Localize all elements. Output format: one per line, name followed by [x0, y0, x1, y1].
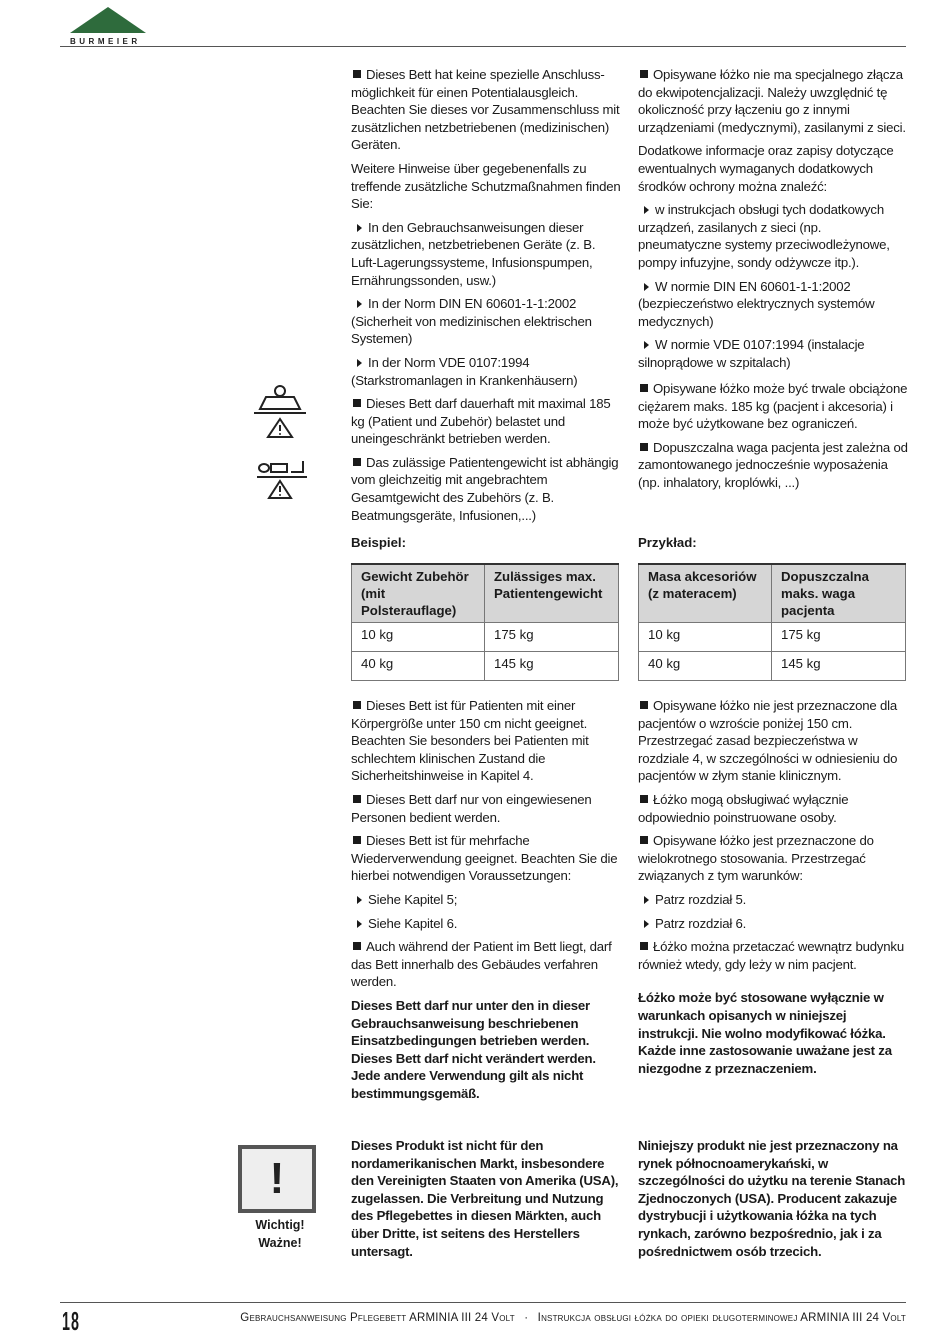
important-label-de: Wichtig!: [255, 1218, 305, 1232]
brand-name: BURMEIER: [70, 37, 141, 46]
pl-paragraph: Opisywane łóżko nie jest przeznaczone dla pacjentów o wzroście poniżej 150 cm. Przestrzegać zasad bezpieczeństwa w rozdziale 4, w szczególności w odniesieniu do pacjentów w złym stanie klinicznym.: [638, 698, 898, 784]
bullet-square-icon: [353, 399, 361, 407]
polish-text-block-1b: [638, 380, 908, 498]
pl-paragraph: Dopuszczalna waga pacjenta jest zależna od zamontowanego jednocześnie wyposażenia (np. inhalatory, kroplówki, ...): [638, 439, 908, 490]
bullet-square-icon: [640, 384, 648, 392]
footer-title-pl: Instrukcja obsługi łóżka do opieki długoterminowej ARMINIA III 24 Volt: [537, 1312, 906, 1324]
arrow-right-icon: [644, 920, 649, 928]
bullet-square-icon: [353, 458, 361, 466]
bullet-square-icon: [353, 942, 361, 950]
pl-paragraph: Łóżko mogą obsługiwać wyłącznie odpowiednio poinstruowane osoby.: [638, 791, 849, 825]
pl-list-item: w instrukcjach obsługi tych dodatkowych urządzeń, zasilanych z sieci (np. pneumatyczne systemy przeciwodleżynowe, pompy infuzyjne, sondy odżywcze itp.).: [638, 202, 890, 270]
important-warning-icon: !: [238, 1145, 316, 1213]
bullet-square-icon: [353, 701, 361, 709]
bullet-square-icon: [640, 836, 648, 844]
pl-list-item: W normie DIN EN 60601-1-1:2002 (bezpieczeństwo elektrycznych systemów medycznych): [638, 278, 875, 329]
pl-list-item: W normie VDE 0107:1994 (instalacje silnoprądowe w szpitalach): [638, 337, 865, 370]
bullet-square-icon: [640, 942, 648, 950]
table-row: [639, 623, 906, 652]
arrow-right-icon: [644, 896, 649, 904]
german-text-block-2: [351, 697, 621, 1108]
polish-text-block-1: [638, 66, 908, 378]
table-cell: 175 kg: [772, 623, 906, 652]
de-list-item: In der Norm DIN EN 60601-1-1:2002 (Sicherheit von medizinischen elektrischen Systemen): [351, 296, 592, 347]
table-cell: 145 kg: [772, 652, 906, 681]
pl-paragraph: Opisywane łóżko nie ma specjalnego złącza do ekwipotencjalizacji. Należy uwzględnić tę okoliczność przy łączeniu go z innymi urządzeniami (medycznymi), zasilanymi z sieci.: [638, 67, 906, 135]
de-paragraph: Dieses Bett ist für mehrfache Wiederverwendung geeignet. Beachten Sie die hierbei notwendigen Voraussetzungen:: [351, 833, 618, 884]
table-cell: 40 kg: [352, 652, 485, 681]
table-cell: 175 kg: [485, 623, 619, 652]
bullet-square-icon: [640, 701, 648, 709]
pl-example-label: Przykład:: [638, 535, 697, 550]
de-paragraph: Dieses Bett ist für Patienten mit einer Körpergröße unter 150 cm nicht geeignet. Beachten Sie besonders bei Patienten mit schlechtem klinischen Zustand die Sicherheitshinweise in Kapitel 4.: [351, 698, 589, 784]
pl-paragraph: Łóżko można przetaczać wewnątrz budynku również wtedy, gdy leży w nim pacjent.: [638, 939, 904, 972]
header-divider: [60, 46, 906, 47]
de-market-restriction-text: Dieses Produkt ist nicht für den nordamerikanischen Markt, insbesondere den Vereinigten Staaten von Amerika (USA), zugelassen. Die Verbreitung und Nutzung des Pflegebettes in diesen Märkten, auch über Dritte, ist seitens des Herstellers untersagt.: [351, 1138, 619, 1259]
pl-list-item: Patrz rozdział 5.: [655, 891, 747, 907]
table-row: [352, 623, 619, 652]
footer-title-de: Gebrauchsanweisung Pflegebett ARMINIA III 24 Volt: [240, 1312, 515, 1324]
table-header-cell: Masa akcesoriów (z materacem): [639, 564, 772, 623]
pl-weight-table: [638, 563, 906, 681]
table-cell: 145 kg: [485, 652, 619, 681]
de-example-label: Beispiel:: [351, 535, 406, 550]
logo-roof-icon: [60, 7, 156, 37]
footer-divider: [60, 1302, 906, 1303]
table-header-cell: Gewicht Zubehör (mit Polsterauflage): [352, 564, 485, 623]
de-list-item: In den Gebrauchsanweisungen dieser zusätzlichen, netzbetriebenen Geräte (z. B. Luft-Lagerungssysteme, Infusionspumpen, Ernährungssonden, usw.): [351, 219, 596, 288]
pl-list-item: Patrz rozdział 6.: [655, 915, 747, 931]
bullet-square-icon: [353, 70, 361, 78]
de-weight-table: [351, 563, 619, 681]
de-list-item: In der Norm VDE 0107:1994 (Starkstromanlagen in Krankenhäusern): [351, 354, 578, 388]
arrow-right-icon: [357, 300, 362, 308]
table-row: [639, 652, 906, 681]
footer-title: [190, 1312, 906, 1324]
polish-text-block-2: [638, 697, 908, 1083]
arrow-right-icon: [357, 359, 362, 367]
page-number: 18: [62, 1306, 81, 1336]
arrow-right-icon: [644, 283, 649, 291]
patient-weight-warning-icon: [256, 458, 308, 507]
de-paragraph: Dieses Bett darf dauerhaft mit maximal 185 kg (Patient und Zubehör) belastet und uneingeschränkt betrieben werden.: [351, 396, 611, 447]
pl-paragraph: Dodatkowe informacje oraz zapisy dotyczące ewentualnych wymaganych dodatkowych środków ochrony można znaleźć:: [638, 143, 894, 194]
max-load-warning-icon: [252, 383, 308, 446]
de-paragraph: Dieses Bett darf nur von eingewiesenen Personen bedient werden.: [351, 791, 592, 825]
arrow-right-icon: [357, 920, 362, 928]
arrow-right-icon: [357, 224, 362, 232]
de-paragraph: Das zulässige Patientengewicht ist abhängig vom gleichzeitig mit angebrachtem Gesamtgewicht des Zubehörs (z. B. Beatmungsgeräte, Infusionen,...): [351, 454, 619, 523]
bullet-square-icon: [640, 70, 648, 78]
bullet-square-icon: [353, 795, 361, 803]
table-cell: 10 kg: [352, 623, 485, 652]
table-cell: 40 kg: [639, 652, 772, 681]
arrow-right-icon: [644, 206, 649, 214]
table-cell: 10 kg: [639, 623, 772, 652]
arrow-right-icon: [357, 896, 362, 904]
pl-market-restriction-text: Niniejszy produkt nie jest przeznaczony na rynek północnoamerykański, w szczególności do użytku na terenie Stanach Zjednoczonych (USA). Producent zakazuje dystrybucji i użytkowania łóżka na tych rynkach, zarówno bezpośrednio, jak i za pośrednictwem osób trzecich.: [638, 1138, 906, 1259]
table-header-cell: Zulässiges max. Patientengewicht: [485, 564, 619, 623]
arrow-right-icon: [644, 341, 649, 349]
de-list-item: Siehe Kapitel 6.: [368, 915, 458, 931]
bullet-square-icon: [353, 836, 361, 844]
de-paragraph: Dieses Bett hat keine spezielle Anschluss-möglichkeit für einen Potentialausgleich. Beachten Sie dieses vor Zusammenschluss mit zusätzlichen netzbetriebenen (medizinischen) Geräten.: [351, 67, 620, 153]
de-paragraph: Weitere Hinweise über gegebenenfalls zu treffende zusätzliche Schutzmaßnahmen finden Sie:: [351, 160, 621, 212]
pl-paragraph: Opisywane łóżko może być trwale obciążone ciężarem maks. 185 kg (pacjent i akcesoria) i może być użytkowane bez ograniczeń.: [638, 381, 908, 432]
de-market-restriction: [351, 1137, 623, 1266]
table-header-cell: Dopuszczalna maks. waga pacjenta: [772, 564, 906, 623]
footer-separator: ·: [524, 1312, 529, 1324]
important-label: [240, 1216, 320, 1252]
bullet-square-icon: [640, 443, 648, 451]
german-text-block-1: [351, 66, 621, 530]
de-intended-use-note: Dieses Bett darf nur unter den in dieser Gebrauchsanweisung beschriebenen Einsatzbedingungen betrieben werden. Dieses Bett darf nicht verändert werden. Jede andere Verwendung gilt als nicht bestimmungsgemäß.: [351, 997, 596, 1101]
pl-paragraph: Opisywane łóżko jest przeznaczone do wielokrotnego stosowania. Przestrzegać związanych z tym warunków:: [638, 833, 874, 884]
de-paragraph: Auch während der Patient im Bett liegt, darf das Bett innerhalb des Gebäudes verfahren werden.: [351, 939, 612, 990]
important-label-pl: Ważne!: [258, 1236, 302, 1250]
pl-intended-use-note: Łóżko może być stosowane wyłącznie w warunkach opisanych w niniejszej instrukcji. Nie wolno modyfikować łóżka. Każde inne zastosowanie uważane jest za niezgodne z przeznaczeniem.: [638, 990, 892, 1076]
pl-market-restriction: [638, 1137, 910, 1266]
table-row: [352, 652, 619, 681]
bullet-square-icon: [640, 795, 648, 803]
de-list-item: Siehe Kapitel 5;: [368, 891, 458, 907]
